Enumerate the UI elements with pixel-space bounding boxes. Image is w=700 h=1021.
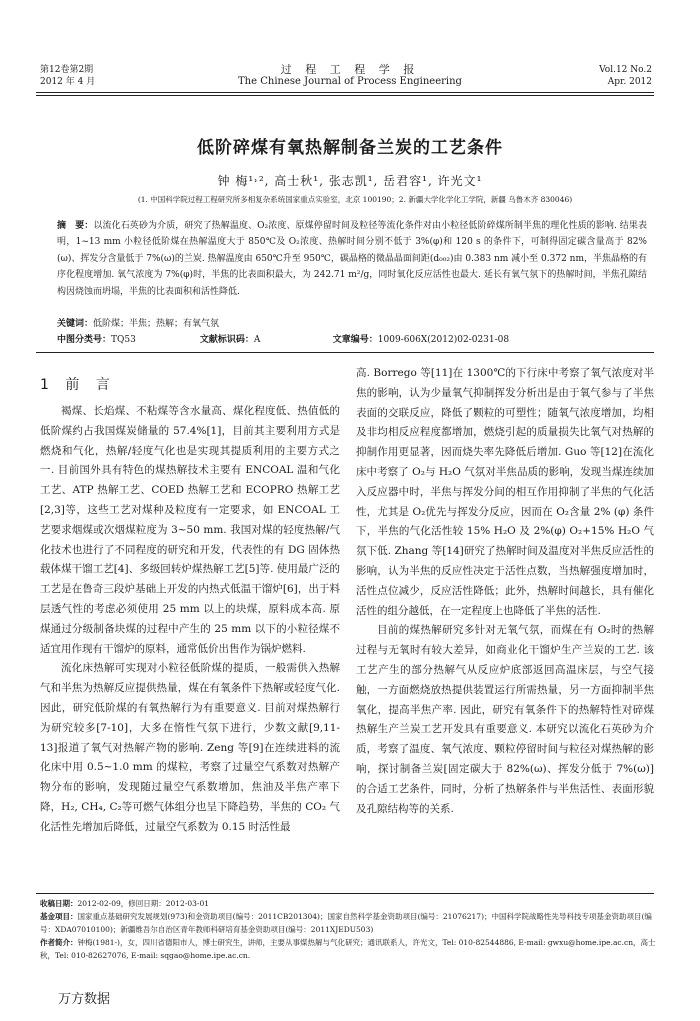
watermark-text: 万方数据 [58,992,111,1007]
header-volume-en [599,64,652,88]
funding-label: 基金项目： [40,912,78,921]
keywords-label: 关键词： [57,319,94,329]
journal-name-cn: 过 程 工 程 学 报 [280,63,420,76]
body-paragraph: 流化床热解可实现对小粒径低阶煤的提质，一般需供入热解气和半焦为热解反应提供热量，煤在有氧条件下热解或轻度气化. 因此，研究低阶煤的有氧热解行为有重要意义. 目前对煤热解行为研究较多[7-10]，大多在惰性气氛下进行，少数文献[9,11-13]报道了氧气对热解产物的影响. Zeng 等[9]在连续进料的流化床中用 0.5~1.0 mm 的煤粒，考察了过量空气系数对热解产物分布的影响，发现随过量空气系数增加，焦油及半焦产率下降，H₂, CH₄, C₂等可燃气体组分也呈下降趋势，半焦的 CO₂ 气化活性先增加后降低，过量空气系数为 0.15 时活性最 [40,662,340,833]
abstract-label: 摘 要： [57,221,94,231]
header-rule [36,92,654,93]
article-no-label: 文章编号： [332,335,378,345]
article-no-value: 1009-606X(2012)02-0231-08 [377,335,510,345]
abstract [57,218,647,300]
body-paragraph: 目前的煤热解研究多针对无氧气氛，而煤在有 O₂时的热解过程与无氧时有较大差异，如商业化干馏炉生产兰炭的工艺. 该工艺产生的部分热解气从反应炉底部返回高温床层，与空气接触，一方面燃烧放热提供装置运行所需热量，另一方面抑制半焦氧化，提高半焦产率. 因此，研究有氧条件下的热解特性对碎煤热解生产兰炭工艺开发具有重要意义. 本研究以流化石英砂为介质，考察了温度、氧气浓度、颗粒停留时间与粒径对煤热解的影响，探讨制备兰炭[固定碳大于 82%(ω)、挥发分低于 7%(ω)]的合适工艺条件，同时，分析了热解条件与半焦活性、表面形貌及孔隙结构等的关系. [356,624,654,815]
article-title: 低阶碎煤有氧热解制备兰炭的工艺条件 [197,138,503,158]
date-cn: 2012 年 4 月 [40,77,96,87]
header-journal [0,64,700,88]
doc-code-value: A [253,335,261,345]
volume-issue-en: Vol.12 No.2 [599,65,652,75]
journal-name-en: The Chinese Journal of Process Engineering [238,76,462,87]
body-right-column [356,364,654,819]
clc-label: 中图分类号： [57,335,112,345]
footnotes [40,897,660,962]
author-bio: 钟梅(1981-)，女，四川省德阳市人，博士研究生，讲师，主要从事煤热解与气化研究；通讯联系人，许光文，Tel: 010-82544886, E-mail: gwxu@home.ipe.ac.cn，高士秋，Tel: 010-82627076, E-mail: sqgao@home.ipe.ac.cn. [40,938,656,960]
article-affiliation: (1. 中国科学院过程工程研究所多相复杂系统国家重点实验室，北京 100190；2. 新疆大学化学化工学院，新疆 乌鲁木齐 830046) [137,195,573,204]
keywords-text: 低阶煤；半焦；热解；有氧气氛 [93,319,220,329]
body-left-column [40,402,340,838]
volume-issue-cn: 第12卷第2期 [40,65,94,75]
clc-value: TQ53 [111,335,136,345]
funding-text: 国家重点基础研究发展规划(973)和金资助项目(编号：2011CB201304)；国家自然科学基金资助项目(编号：21076217)；中国科学院战略性先导科技专项基金资助项目(编号：XDA07010100)；新疆维吾尔自治区青年教师科研培育基金资助项目(编号：2011XJEDU503) [40,912,652,934]
received-dates: 2012-02-09，修回日期：2012-03-01 [77,899,209,908]
received-label: 收稿日期： [40,899,78,908]
header-rule-thin [36,95,654,96]
doc-code-label: 文献标识码： [199,335,254,345]
footnote-rule [36,893,654,894]
section-heading: 1 前 言 [40,377,116,393]
author-label: 作者简介： [40,938,78,947]
keywords [57,316,219,329]
date-en: Apr. 2012 [607,77,652,87]
body-paragraph: 高. Borrego 等[11]在 1300℃的下行床中考察了氧气浓度对半焦的影响，认为少量氧气抑制挥发分析出是由于氧气参与了半焦表面的交联反应，降低了颗粒的可塑性；随氧气浓度增加，均相及非均相反应程度都增加，燃烧引起的质量损失比氧气对热解的抑制作用更显著，因而烧失率先降低后增加. Guo 等[12]在流化床中考察了 O₂与 H₂O 气氛对半焦品质的影响，发现当煤连续加入反应器中时，半焦与挥发分间的相互作用抑制了半焦的气化活性，尤其是 O₂优先与挥发分反应，因而在 O₂含量 2% (φ) 条件下，半焦的气化活性较 15% H₂O 及 2%(φ) O₂+15% H₂O 气氛下低. Zhang 等[14]研究了热解时间及温度对半焦反应活性的影响，认为半焦的反应性决定于活性点数，当热解强度增加时，活性点位减少，反应活性降低；此外，热解时间越长，具有催化活性的组分越低，在一定程度上也降低了半焦的活性. [356,367,654,617]
abstract-text: 以流化石英砂为介质，研究了热解温度、O₂浓度、原煤停留时间及粒径等流化条件对由小粒径低阶碎煤所制半焦的理化性质的影响. 结果表明，1~13 mm 小粒径低阶煤在热解温度大于 850℃及 O₂浓度、热解时间分别不低于 3%(φ)和 120 s 的条件下，可制得固定碳含量高于 82%(ω)、挥发分含量低于 7%(ω)的兰炭. 热解温度由 650℃升至 950℃，碳晶格的微晶晶面间距(d₀₀₂)由 0.383 nm 减小至 0.372 nm，半焦晶格的有序化程度增加. 氧气浓度为 7%(φ)时，半焦的比表面积最大，为 242.71 m²/g，同时氧化反应活性也最大. 延长有氧气氛下的热解时间，半焦孔隙结构因烧蚀而坍塌，半焦的比表面积和活性降低. [57,221,647,297]
abstract-rule [36,352,654,353]
body-paragraph: 褐煤、长焰煤、不粘煤等含水量高、煤化程度低、热值低的低阶煤约占我国煤炭储量的 57.4%[1]，目前其主要利用方式是燃烧和气化，热解/轻度气化也是实现其提质利用的主要方式之一. 目前国外具有特色的煤热解技术主要有 ENCOAL 温和气化工艺、ATP 热解工艺、COED 热解工艺和 ECOPRO 热解工艺[2,3]等，这些工艺对煤种及粒度有一定要求，如 ENCOAL 工艺要求烟煤或次烟煤粒度为 3~50 mm. 我国对煤的轻度热解/气化技术也进行了不同程度的研究和开发，代表性的有 DG 固体热载体煤干馏工艺[4]、多级回转炉煤热解工艺[5]等. 使用最广泛的工艺是在鲁奇三段炉基础上开发的内热式低温干馏炉[6]，出于料层透气性的考虑必须使用 25 mm 以上的块煤，原料成本高. 原煤通过分级制备块煤的过程中产生的 25 mm 以下的小粒径煤不适宜用作现有干馏炉的原料，通常低价出售作为锅炉燃料. [40,405,340,655]
article-meta [57,332,657,345]
article-authors: 钟 梅¹˒², 高士秋¹, 张志凯¹, 岳君容¹, 许光文¹ [217,174,483,188]
